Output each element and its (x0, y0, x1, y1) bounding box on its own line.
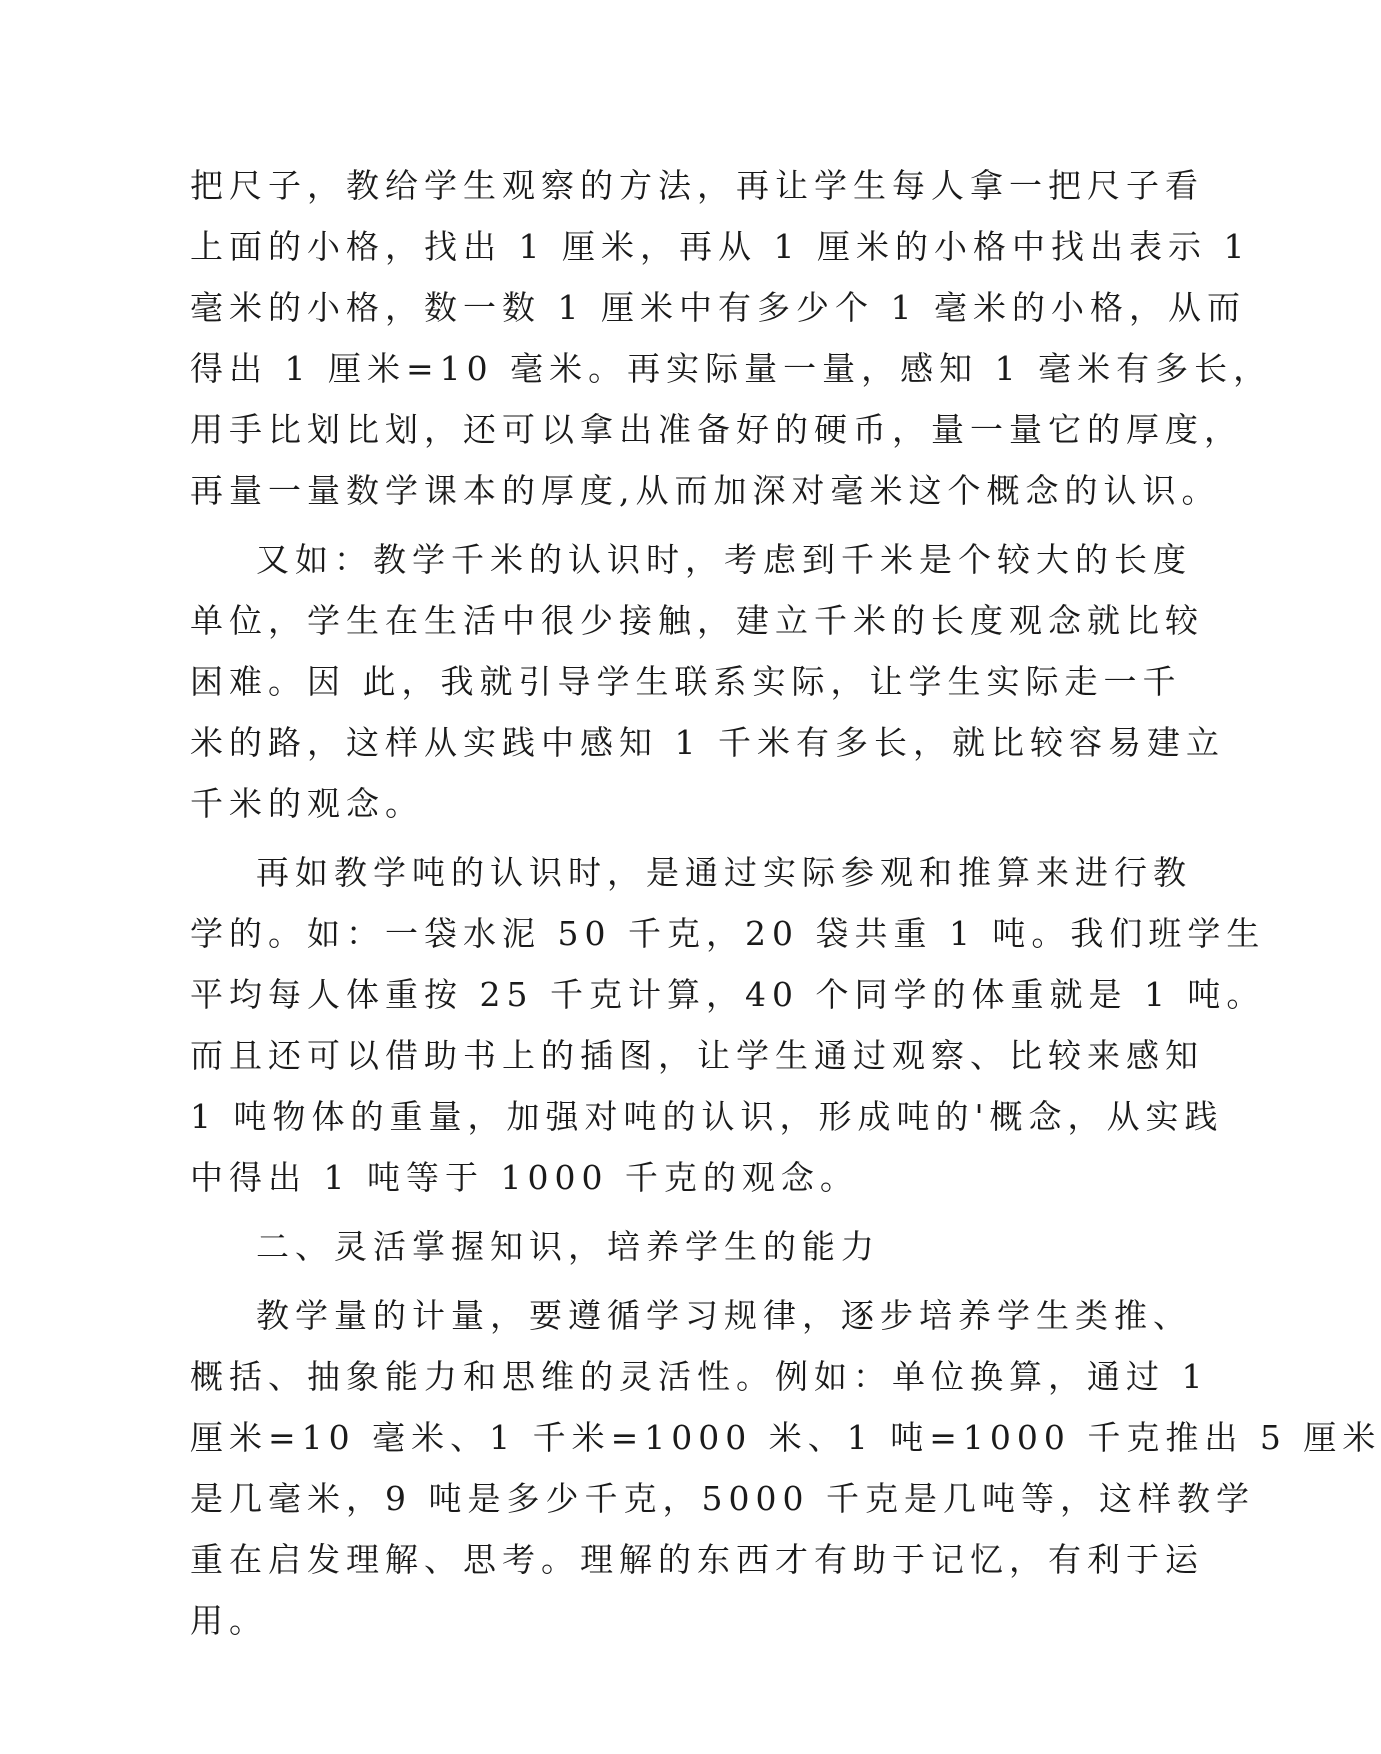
paragraph-2 (190, 529, 1225, 834)
paragraph-4 (190, 1285, 1381, 1651)
text-line: 教学量的计量，要遵循学习规律，逐步培养学生类推、 (256, 1296, 1192, 1335)
text-line: 用手比划比划，还可以拿出准备好的硬币，量一量它的厚度， (190, 410, 1243, 449)
text-line: 困难。因 此，我就引导学生联系实际，让学生实际走一千 (190, 662, 1182, 701)
text-line: 是几毫米，9 吨是多少千克，5000 千克是几吨等，这样教学 (190, 1479, 1255, 1518)
section-heading-text: 二、灵活掌握知识，培养学生的能力 (256, 1227, 880, 1266)
text-line: 再量一量数学课本的厚度,从而加深对毫米这个概念的认识。 (190, 471, 1221, 510)
text-line: 米的路，这样从实践中感知 1 千米有多长，就比较容易建立 (190, 723, 1225, 762)
text-line: 重在启发理解、思考。理解的东西才有助于记忆，有利于运 (190, 1540, 1204, 1579)
text-line: 学的。如：一袋水泥 50 千克，20 袋共重 1 吨。我们班学生 (190, 914, 1266, 953)
text-line: 再如教学吨的认识时，是通过实际参观和推算来进行教 (256, 853, 1192, 892)
text-line: 把尺子，教给学生观察的方法，再让学生每人拿一把尺子看 (190, 166, 1204, 205)
text-line: 上面的小格，找出 1 厘米，再从 1 厘米的小格中找出表示 1 (190, 227, 1251, 266)
text-line: 得出 1 厘米=10 毫米。再实际量一量，感知 1 毫米有多长， (190, 349, 1273, 388)
text-line: 用。 (190, 1601, 268, 1640)
text-line: 厘米=10 毫米、1 千米=1000 米、1 吨=1000 千克推出 5 厘米 (190, 1418, 1381, 1457)
text-line: 千米的观念。 (190, 784, 424, 823)
text-line: 又如：教学千米的认识时，考虑到千米是个较大的长度 (256, 540, 1192, 579)
text-line: 中得出 1 吨等于 1000 千克的观念。 (190, 1158, 859, 1197)
text-line: 毫米的小格，数一数 1 厘米中有多少个 1 毫米的小格，从而 (190, 288, 1246, 327)
text-line: 平均每人体重按 25 千克计算，40 个同学的体重就是 1 吨。 (190, 975, 1266, 1014)
document-body (190, 155, 1381, 1651)
text-line: 概括、抽象能力和思维的灵活性。例如：单位换算，通过 1 (190, 1357, 1209, 1396)
section-heading (190, 1216, 1070, 1277)
text-line: 1 吨物体的重量，加强对吨的认识，形成吨的'概念，从实践 (190, 1097, 1224, 1136)
paragraph-3 (190, 842, 1266, 1208)
text-line: 单位，学生在生活中很少接触，建立千米的长度观念就比较 (190, 601, 1204, 640)
text-line: 而且还可以借助书上的插图，让学生通过观察、比较来感知 (190, 1036, 1204, 1075)
paragraph-1 (190, 155, 1273, 521)
